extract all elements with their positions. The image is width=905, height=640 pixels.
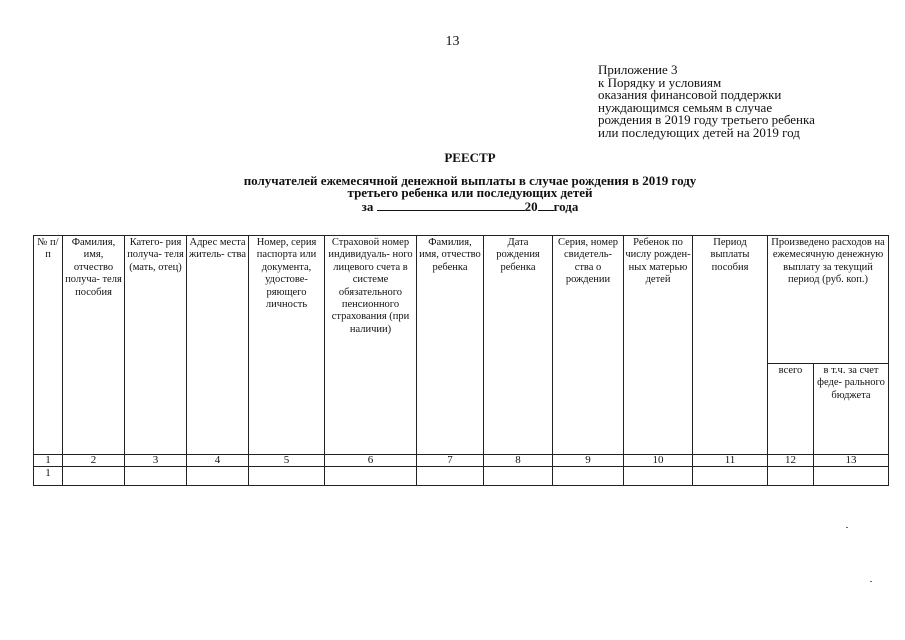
column-number: 2 [63,455,125,467]
header-cell-passport: Номер, серия паспорта или документа, удостове- ряющего личность [249,236,325,455]
title-line-1: получателей ежемесячной денежной выплаты в случае рождения в 2019 году [243,172,697,188]
column-number: 7 [417,455,484,467]
table-row [34,467,889,486]
header-cell-federal-budget: в т.ч. за счет феде- рального бюджета [814,364,889,455]
title-period-prefix: за [361,198,374,214]
table-cell[interactable] [325,467,417,486]
column-number: 10 [624,455,693,467]
table-cell[interactable] [484,467,553,486]
document-title [0,152,905,213]
appendix-line: нуждающимся семьям в случае [598,99,773,115]
column-number-row [34,455,889,467]
table-cell-index: 1 [34,467,63,486]
table-cell[interactable] [125,467,187,486]
appendix-line: к Порядку и условиям [598,74,722,90]
table-cell[interactable] [63,467,125,486]
column-number: 8 [484,455,553,467]
column-number: 11 [693,455,768,467]
table-cell[interactable] [249,467,325,486]
column-number: 5 [249,455,325,467]
header-cell-total: всего [768,364,814,455]
column-number: 13 [814,455,889,467]
table-cell[interactable] [814,467,889,486]
registry-table [33,235,889,486]
title-period-year: 20 [524,198,538,214]
column-number: 12 [768,455,814,467]
header-cell-birth-certificate: Серия, номер свидетель- ства о рождении [553,236,624,455]
header-cell-expenses-group: Произведено расходов на ежемесячную денежную выплату за текущий период (руб. коп.) [768,236,889,364]
column-number: 1 [34,455,63,467]
title-period-suffix: года [553,198,579,214]
appendix-line: рождения в 2019 году третьего ребенка [598,112,815,128]
period-blank-field[interactable] [377,200,525,211]
table-cell[interactable] [768,467,814,486]
appendix-block [598,64,815,140]
column-number: 4 [187,455,249,467]
header-cell-recipient-category: Катего- рия получа- теля (мать, отец) [125,236,187,455]
column-number: 3 [125,455,187,467]
column-number: 6 [325,455,417,467]
header-cell-child-order: Ребенок по числу рожден- ных матерью детей [624,236,693,455]
table-cell[interactable] [624,467,693,486]
scan-speck [846,527,848,528]
page-number: 13 [445,34,460,49]
table-cell[interactable] [693,467,768,486]
header-cell-child-name: Фамилия, имя, отчество ребенка [417,236,484,455]
title-line-2: третьего ребенка или последующих детей [347,185,593,200]
table-cell[interactable] [417,467,484,486]
header-row [34,236,889,364]
header-cell-address: Адрес места житель- ства [187,236,249,455]
header-cell-snils: Страховой номер индивидуаль- ного лицевого счета в системе обязательного пенсионного страхования (при наличии) [325,236,417,455]
header-cell-child-birthdate: Дата рождения ребенка [484,236,553,455]
table-cell[interactable] [187,467,249,486]
column-number: 9 [553,455,624,467]
header-cell-recipient-name: Фамилия, имя, отчество получа- теля пособия [63,236,125,455]
table-cell[interactable] [553,467,624,486]
appendix-line: или последующих детей на 2019 год [598,124,800,140]
title-period-line [0,200,905,214]
appendix-line: Приложение 3 [598,62,678,77]
title-main: РЕЕСТР [444,150,496,165]
appendix-line: оказания финансовой поддержки [598,87,782,103]
header-cell-payment-period: Период выплаты пособия [693,236,768,455]
year-blank-field[interactable] [538,200,554,211]
scan-speck [870,581,872,582]
header-cell-index: № п/п [34,236,63,455]
